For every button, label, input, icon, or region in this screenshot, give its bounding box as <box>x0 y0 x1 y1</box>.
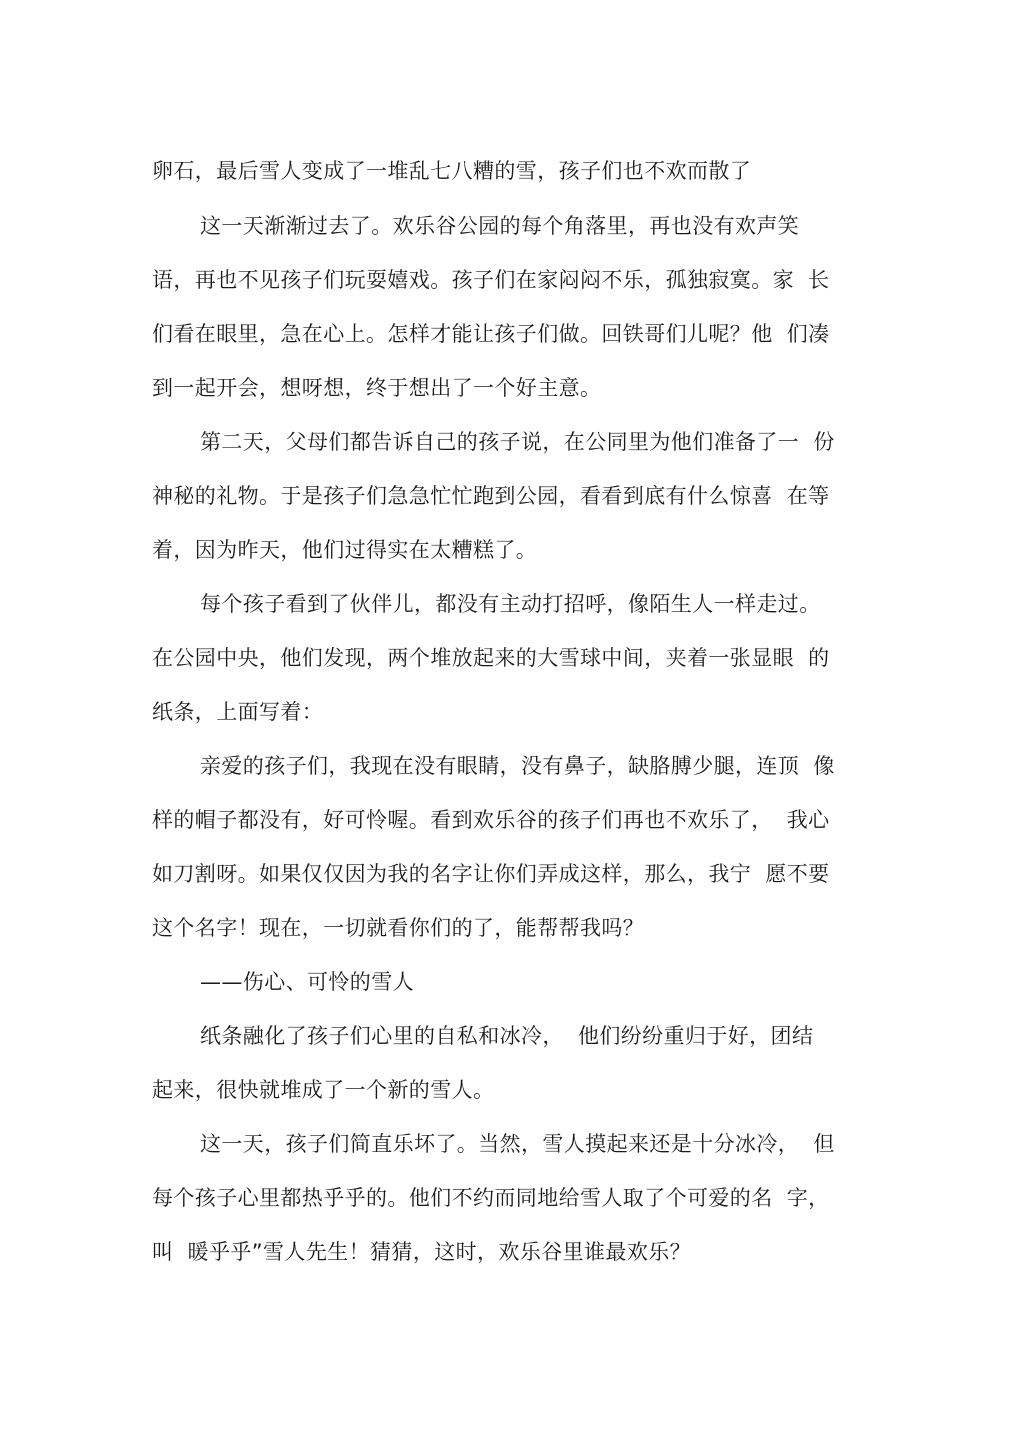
text-line: 每个孩子心里都热乎乎的。他们不约而同地给雪人取了个可爱的名 字， <box>152 1186 830 1210</box>
text-line: 起来，很快就堆成了一个新的雪人。 <box>152 1078 495 1102</box>
text-line: 神秘的礼物。于是孩子们急急忙忙跑到公园，看看到底有什么惊喜 在等 <box>152 484 830 508</box>
paragraph-start-line: 纸条融化了孩子们心里的自私和冰冷， 他们纷纷重归于好，团结 <box>200 1024 814 1048</box>
paragraph-start-line: 亲爱的孩子们，我现在没有眼睛，没有鼻子，缺胳膊少腿，连顶 像 <box>200 754 835 778</box>
text-line: 如刀割呀。如果仅仅因为我的名字让你们弄成这样，那么，我宁 愿不要 <box>152 862 830 886</box>
text-line: 卵石，最后雪人变成了一堆乱七八糟的雪，孩子们也不欢而散了 <box>152 159 752 183</box>
paragraph-start-line: 这一天，孩子们简直乐坏了。当然，雪人摸起来还是十分冰冷， 但 <box>200 1132 835 1156</box>
text-line: 纸条，上面写着： <box>152 700 324 724</box>
paragraph-start-line: 每个孩子看到了伙伴儿，都没有主动打招呼，像陌生人一样走过。 <box>200 592 821 616</box>
signature-line: ——伤心、可怜的雪人 <box>200 970 414 994</box>
text-line: 们看在眼里，急在心上。怎样才能让孩子们做。回铁哥们儿呢？他 们凑 <box>152 322 830 346</box>
text-line: 到一起开会，想呀想，终于想出了一个好主意。 <box>152 376 602 400</box>
paragraph-start-line: 这一天渐渐过去了。欢乐谷公园的每个角落里，再也没有欢声笑 <box>200 214 800 238</box>
text-line: 这个名字！现在，一切就看你们的了，能帮帮我吗？ <box>152 916 645 940</box>
text-line: 样的帽子都没有，好可怜喔。看到欢乐谷的孩子们再也不欢乐了， 我心 <box>152 808 830 832</box>
text-line: 着，因为昨天，他们过得实在太糟糕了。 <box>152 538 538 562</box>
text-line: 语，再也不见孩子们玩耍嬉戏。孩子们在家闷闷不乐，孤独寂寞。家 长 <box>152 268 830 292</box>
text-line: 叫 暖乎乎”雪人先生！猜猜，这时，欢乐谷里谁最欢乐？ <box>152 1240 692 1264</box>
paragraph-start-line: 第二天，父母们都告诉自己的孩子说，在公同里为他们准备了一 份 <box>200 430 835 454</box>
text-line: 在公园中央，他们发现，两个堆放起来的大雪球中间，夹着一张显眼 的 <box>152 646 830 670</box>
